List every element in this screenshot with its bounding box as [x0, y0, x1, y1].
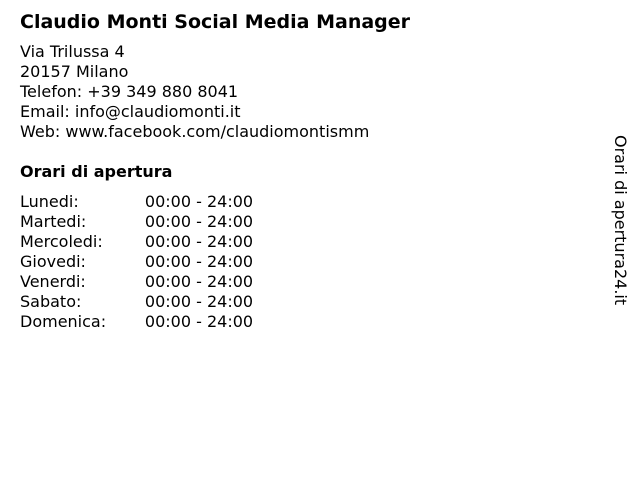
day-label: Martedi: — [20, 212, 87, 231]
contact-info — [20, 42, 580, 142]
opening-hours-table — [20, 192, 262, 332]
business-card — [20, 8, 580, 332]
opening-hours-heading: Orari di apertura — [20, 162, 173, 181]
phone-number: Telefon: +39 349 880 8041 — [20, 82, 239, 101]
time-range: 00:00 - 24:00 — [144, 292, 254, 311]
time-range: 00:00 - 24:00 — [144, 192, 254, 211]
time-range: 00:00 - 24:00 — [144, 312, 254, 331]
time-range: 00:00 - 24:00 — [144, 232, 254, 251]
hours-row — [20, 272, 262, 292]
hours-row — [20, 312, 262, 332]
day-label: Sabato: — [20, 292, 82, 311]
day-label: Domenica: — [20, 312, 107, 331]
street-address: Via Trilussa 4 — [20, 42, 125, 61]
day-label: Venerdi: — [20, 272, 86, 291]
day-label: Giovedi: — [20, 252, 86, 271]
day-label: Mercoledi: — [20, 232, 103, 251]
day-label: Lunedi: — [20, 192, 79, 211]
site-watermark: Orari di apertura24.it — [611, 135, 630, 306]
hours-row — [20, 192, 262, 212]
time-range: 00:00 - 24:00 — [144, 272, 254, 291]
website-address: Web: www.facebook.com/claudiomontismm — [20, 122, 370, 141]
hours-row — [20, 292, 262, 312]
email-address: Email: info@claudiomonti.it — [20, 102, 241, 121]
hours-row — [20, 212, 262, 232]
business-name: Claudio Monti Social Media Manager — [20, 11, 411, 33]
city-address: 20157 Milano — [20, 62, 129, 81]
hours-row — [20, 232, 262, 252]
time-range: 00:00 - 24:00 — [144, 212, 254, 231]
hours-row — [20, 252, 262, 272]
time-range: 00:00 - 24:00 — [144, 252, 254, 271]
